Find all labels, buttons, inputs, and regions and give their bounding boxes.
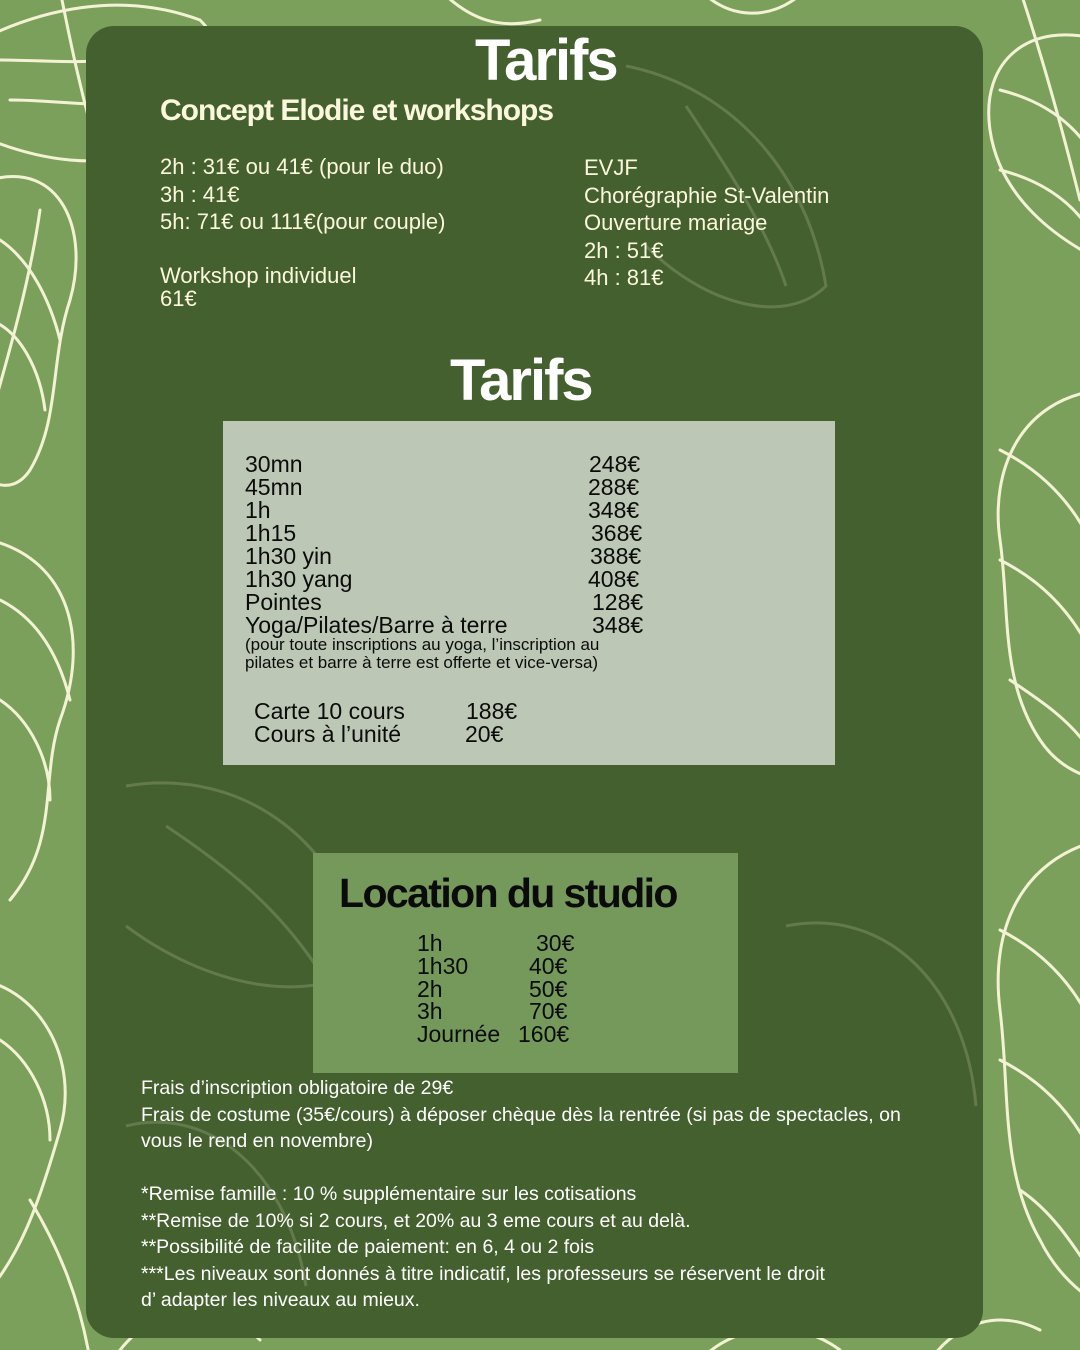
tarif-label: 45mn [245,474,303,500]
location-price: 70€ [529,998,568,1024]
tarif-label: 1h15 [245,520,297,546]
location-label: 2h [417,976,443,1002]
tarif-label: 1h30 yin [245,543,332,569]
location-price: 30€ [536,930,575,956]
footer-spacer [141,1155,901,1182]
tarif-note: pilates et barre à terre est offerte et vice-versa) [245,653,599,672]
location-box [313,853,738,1073]
concept-right-column [584,154,829,292]
location-label: 3h [417,998,443,1024]
footer-line: Frais de costume (35€/cours) à déposer chèque dès la rentrée (si pas de spectacles, on [141,1103,901,1126]
tarif-label: Yoga/Pilates/Barre à terre [245,612,508,638]
event-line: EVJF [584,155,638,180]
tarifs-box [223,421,835,765]
tarif-price: 348€ [588,497,640,523]
footer-line: **Remise de 10% si 2 cours, et 20% au 3 eme cours et au delà. [141,1209,691,1232]
location-price: 40€ [529,953,568,979]
footer-line: d’ adapter les niveaux au mieux. [141,1289,420,1311]
concept-left-column [160,153,445,310]
tarif-label: Pointes [245,589,322,615]
workshop-price: 61€ [160,285,197,311]
card-price: 188€ [466,698,518,724]
tarif-note: (pour toute inscriptions au yoga, l’inscription au [245,635,600,654]
tarif-label: 30mn [245,451,303,477]
concept-line: 3h : 41€ [160,181,240,207]
tarif-label: 1h [245,497,271,523]
footer-line: vous le rend en novembre) [141,1130,373,1152]
concept-line: 5h: 71€ ou 111€(pour couple) [160,209,446,234]
location-label: Journée [417,1021,501,1047]
card-price: 20€ [465,721,504,747]
tarif-price: 388€ [590,543,642,569]
tarif-label: 1h30 yang [245,566,353,592]
footer-notes [141,1075,901,1314]
tarifs-title: Tarifs [450,348,592,413]
footer-line: Frais d’inscription obligatoire de 29€ [141,1077,454,1099]
event-line: Chorégraphie St-Valentin [584,182,830,208]
location-title: Location du studio [339,870,677,916]
footer-line: *Remise famille : 10 % supplémentaire sur les cotisations [141,1183,637,1205]
section-subtitle: Concept Elodie et workshops [160,94,554,127]
tarif-price: 128€ [592,589,644,615]
tarif-price: 348€ [592,612,644,638]
footer-line: **Possibilité de facilite de paiement: en 6, 4 ou 2 fois [141,1236,595,1258]
event-line: Ouverture mariage [584,210,768,235]
tarif-price: 288€ [588,474,640,500]
location-price: 160€ [518,1021,570,1047]
card-label: Cours à l’unité [254,721,402,747]
event-line: 2h : 51€ [584,237,664,263]
event-line: 4h : 81€ [584,265,664,290]
footer-line: ***Les niveaux sont donnés à titre indicatif, les professeurs se réservent le droit [141,1262,825,1285]
location-label: 1h [417,930,443,956]
page-title: Tarifs [475,28,617,93]
tarif-price: 408€ [588,566,640,592]
concept-line: 2h : 31€ ou 41€ (pour le duo) [160,154,444,179]
card-label: Carte 10 cours [254,698,405,724]
workshop-label: Workshop individuel [160,262,357,288]
location-label: 1h30 [417,953,469,979]
tarif-price: 248€ [589,451,641,477]
tarif-price: 368€ [591,520,643,546]
location-price: 50€ [529,976,568,1002]
